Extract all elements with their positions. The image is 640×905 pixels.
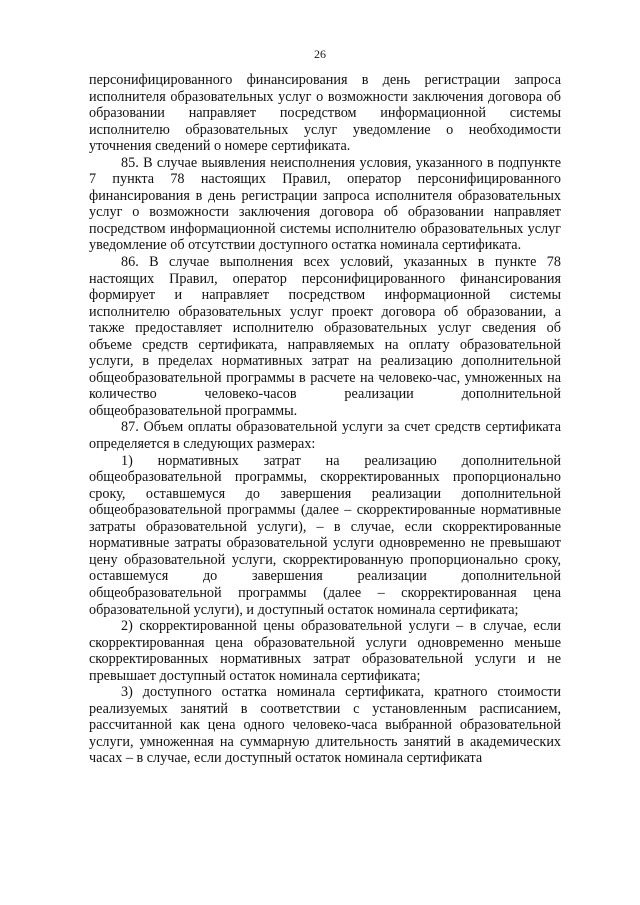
page-number: 26: [314, 47, 326, 61]
document-body: [89, 72, 561, 767]
list-item-2: 2) скорректированной цены образовательной услуги – в случае, если скорректированная цена образовательной услуги одновременно меньше скорректированных нормативных затрат образовательной услуги и не превышает доступный остаток номинала сертификата;: [89, 618, 561, 684]
list-item-3: 3) доступного остатка номинала сертификата, кратного стоимости реализуемых занятий в соответствии с установленным расписанием, рассчитанной как цена одного человеко-часа выбранной образовательной услуги, умноженная на суммарную длительность занятий в академических часах – в случае, если доступный остаток номинала сертификата: [89, 684, 561, 767]
list-item-1: 1) нормативных затрат на реализацию дополнительной общеобразовательной программы, скорректированных пропорционально сроку, оставшемуся до завершения реализации дополнительной общеобразовательной программы (далее – скорректированные нормативные затраты образовательной услуги), – в случае, если скорректированные нормативные затраты образовательной услуги одновременно не превышают цену образовательной услуги, скорректированную пропорционально сроку, оставшемуся до завершения реализации дополнительной общеобразовательной программы (далее – скорректированная цена образовательной услуги), и доступный остаток номинала сертификата;: [89, 452, 561, 618]
paragraph-86: 86. В случае выполнения всех условий, указанных в пункте 78 настоящих Правил, оператор персонифицированного финансирования формирует и направляет посредством информационной системы исполнителю образовательных услуг проект договора об образовании, а также предоставляет исполнителю образовательных услуг сведения об объеме средств сертификата, направляемых на оплату образовательной услуги, в пределах нормативных затрат на реализацию дополнительной общеобразовательной программы в расчете на человеко-час, умноженных на количество человеко-часов реализации дополнительной общеобразовательной программы.: [89, 254, 561, 419]
paragraph-87: 87. Объем оплаты образовательной услуги за счет средств сертификата определяется в следующих размерах:: [89, 419, 561, 453]
paragraph-continuation: персонифицированного финансирования в день регистрации запроса исполнителя образовательных услуг о возможности заключения договора об образовании направляет посредством информационной системы исполнителю образовательных услуг уведомление о необходимости уточнения сведений о номере сертификата.: [89, 72, 561, 155]
paragraph-85: 85. В случае выявления неисполнения условия, указанного в подпункте 7 пункта 78 настоящих Правил, оператор персонифицированного финансирования в день регистрации запроса исполнителя образовательных услуг о возможности заключения договора об образовании направляет посредством информационной системы исполнителю образовательных услуг уведомление об отсутствии доступного остатка номинала сертификата.: [89, 154, 561, 254]
